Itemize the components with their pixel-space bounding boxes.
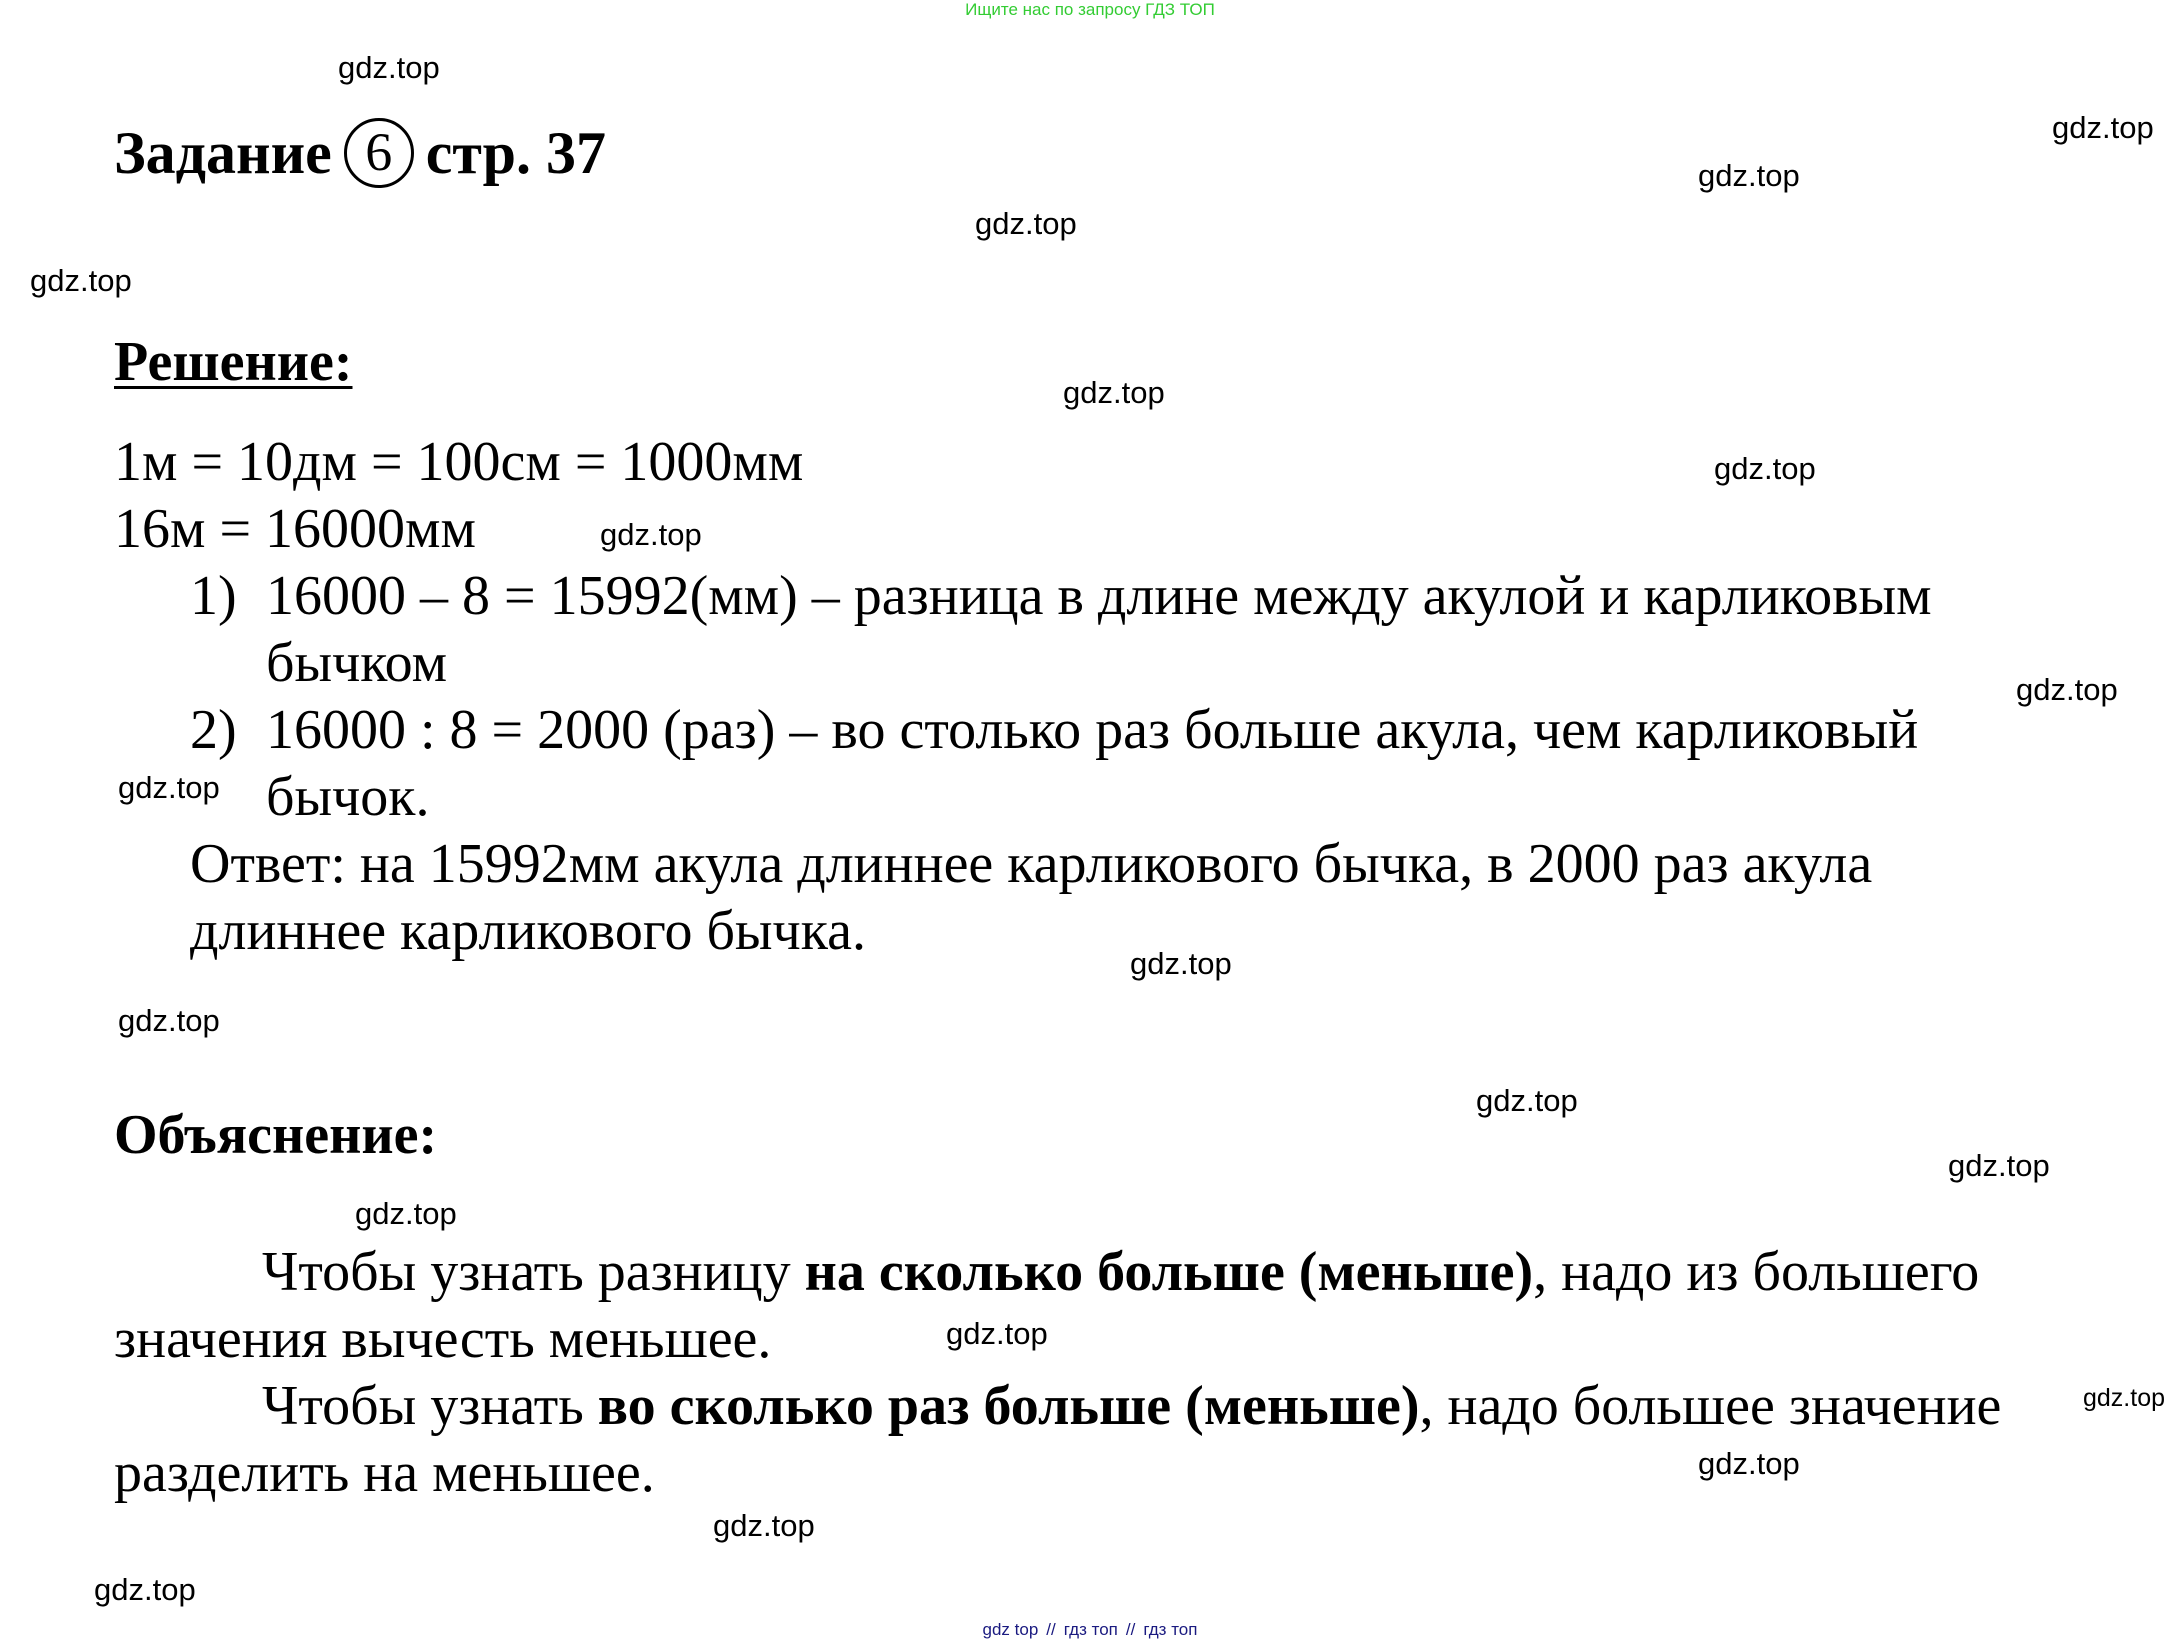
watermark: gdz.top: [1063, 375, 1165, 410]
step-text: 16000 : 8 = 2000 (раз) – во столько раз больше акула, чем карликовый: [266, 699, 1919, 761]
explanation-text: , надо большее значение: [1419, 1375, 2002, 1437]
watermark: gdz.top: [600, 517, 702, 552]
watermark: gdz.top: [975, 206, 1077, 241]
solution-heading: Решение:: [114, 331, 353, 393]
footer-separator: //: [1046, 1620, 1056, 1639]
footer-link[interactable]: gdz top: [982, 1620, 1039, 1639]
watermark: gdz.top: [338, 50, 440, 85]
explanation-emphasis: во сколько раз больше (меньше): [597, 1375, 1420, 1437]
step-number: 2): [190, 699, 237, 761]
footer-separator: //: [1125, 1620, 1136, 1639]
explanation-text: разделить на меньшее.: [114, 1442, 655, 1504]
explanation-heading: Объяснение:: [114, 1104, 438, 1166]
task-label: Задание: [114, 119, 332, 186]
footer-links: [0, 1620, 2180, 1640]
answer-text: Ответ: на 15992мм акула длиннее карликового бычка, в 2000 раз акула: [190, 833, 1873, 895]
page-ref: стр. 37: [425, 119, 607, 186]
watermark: gdz.top: [94, 1572, 196, 1607]
answer-text: длиннее карликового бычка.: [190, 900, 866, 962]
footer-link[interactable]: гдз топ: [1063, 1620, 1118, 1639]
solution-line: 16м = 16000мм: [114, 498, 476, 560]
explanation-paragraph: [262, 1240, 1979, 1304]
explanation-text: Чтобы узнать: [262, 1375, 598, 1437]
watermark: gdz.top: [1714, 451, 1816, 486]
step-number: 1): [190, 565, 237, 627]
explanation-emphasis: на сколько больше (меньше): [804, 1241, 1534, 1303]
watermark: gdz.top: [30, 263, 132, 298]
watermark: gdz.top: [1698, 1446, 1800, 1481]
watermark: gdz.top: [713, 1508, 815, 1543]
watermark: gdz.top: [2083, 1384, 2166, 1412]
watermark: gdz.top: [355, 1196, 457, 1231]
step-text: 16000 – 8 = 15992(мм) – разница в длине между акулой и карликовым: [266, 565, 1932, 627]
explanation-text: , надо из большего: [1533, 1241, 1980, 1303]
step-text: бычком: [266, 632, 448, 694]
watermark: gdz.top: [118, 770, 220, 805]
watermark: gdz.top: [946, 1316, 1048, 1351]
watermark: gdz.top: [1698, 158, 1800, 193]
task-title: [114, 118, 606, 188]
watermark: gdz.top: [1130, 946, 1232, 981]
watermark: gdz.top: [1948, 1148, 2050, 1183]
watermark: gdz.top: [2016, 672, 2118, 707]
watermark: gdz.top: [118, 1003, 220, 1038]
explanation-paragraph: [262, 1374, 2001, 1438]
footer-link[interactable]: гдз топ: [1143, 1620, 1198, 1639]
solution-line: 1м = 10дм = 100см = 1000мм: [114, 431, 804, 493]
explanation-text: Чтобы узнать разницу: [262, 1241, 805, 1303]
task-number-circle: 6: [344, 118, 414, 188]
search-banner: Ищите нас по запросу ГДЗ ТОП: [965, 0, 1215, 19]
watermark: gdz.top: [1476, 1083, 1578, 1118]
explanation-text: значения вычесть меньшее.: [114, 1308, 772, 1370]
watermark: gdz.top: [2052, 110, 2154, 145]
step-text: бычок.: [266, 766, 430, 828]
